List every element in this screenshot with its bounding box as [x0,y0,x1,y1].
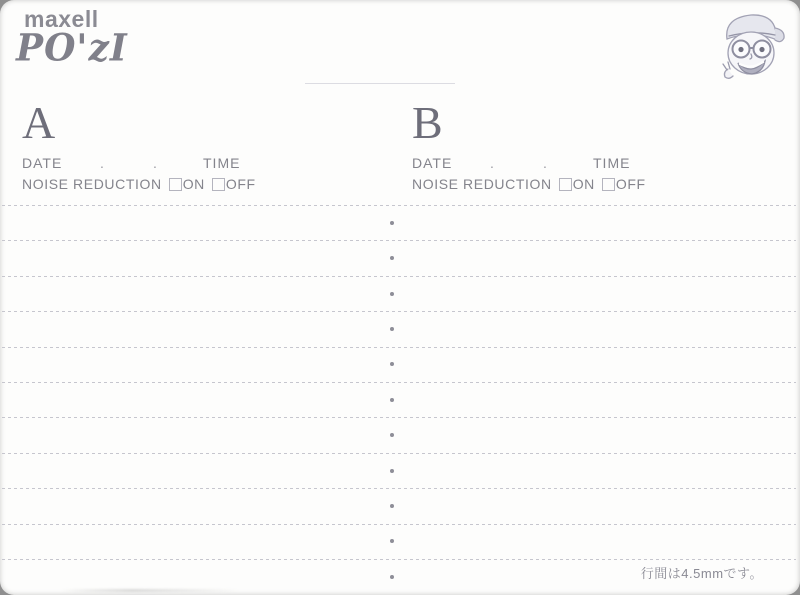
ruled-line [2,524,796,525]
bullet-dot [390,292,394,296]
side-b-letter: B [412,97,443,148]
bullet-dot [390,504,394,508]
side-a-letter: A [22,97,56,148]
on-label: ON [572,176,595,192]
ruled-line [2,205,796,206]
checkbox-on [559,178,572,191]
bullet-dot [390,362,394,366]
date-separator-dot: . [490,155,495,171]
side-b-date-row [412,155,712,171]
noise-reduction-label: NOISE REDUCTION [22,176,162,192]
ruled-line [2,240,796,241]
side-b-noise-reduction-row [412,176,752,192]
date-label: DATE [22,155,63,171]
date-label: DATE [412,155,453,171]
time-label: TIME [203,155,241,171]
date-separator-dot: . [543,155,548,171]
checkbox-off [602,178,615,191]
checkbox-off [212,178,225,191]
header-divider [305,83,455,84]
bullet-dot [390,256,394,260]
bullet-dot [390,575,394,579]
ruled-line [2,347,796,348]
off-label: OFF [225,176,256,192]
ruled-line [2,559,796,560]
line-spacing-note: 行間は4.5mmです。 [640,566,763,581]
date-separator-dot: . [153,155,158,171]
side-a-date-row [22,155,322,171]
on-label: ON [182,176,205,192]
mascot-illustration [711,6,791,86]
bullet-dot [390,539,394,543]
checkbox-on [169,178,182,191]
bullet-dot [390,433,394,437]
time-label: TIME [593,155,631,171]
ruled-line [2,488,796,489]
bullet-dot [390,469,394,473]
ruled-line [2,311,796,312]
bullet-dot [390,221,394,225]
scan-smudge [60,589,240,592]
ruled-line [2,276,796,277]
maxell-logo: maxell [24,6,99,32]
bullet-dot [390,327,394,331]
ruled-line [2,382,796,383]
ruled-line [2,417,796,418]
ruled-line [2,453,796,454]
date-separator-dot: . [100,155,105,171]
pozi-logo: PO'zI [16,25,128,71]
off-label: OFF [615,176,646,192]
bullet-dot [390,398,394,402]
side-a-noise-reduction-row [22,176,362,192]
noise-reduction-label: NOISE REDUCTION [412,176,552,192]
